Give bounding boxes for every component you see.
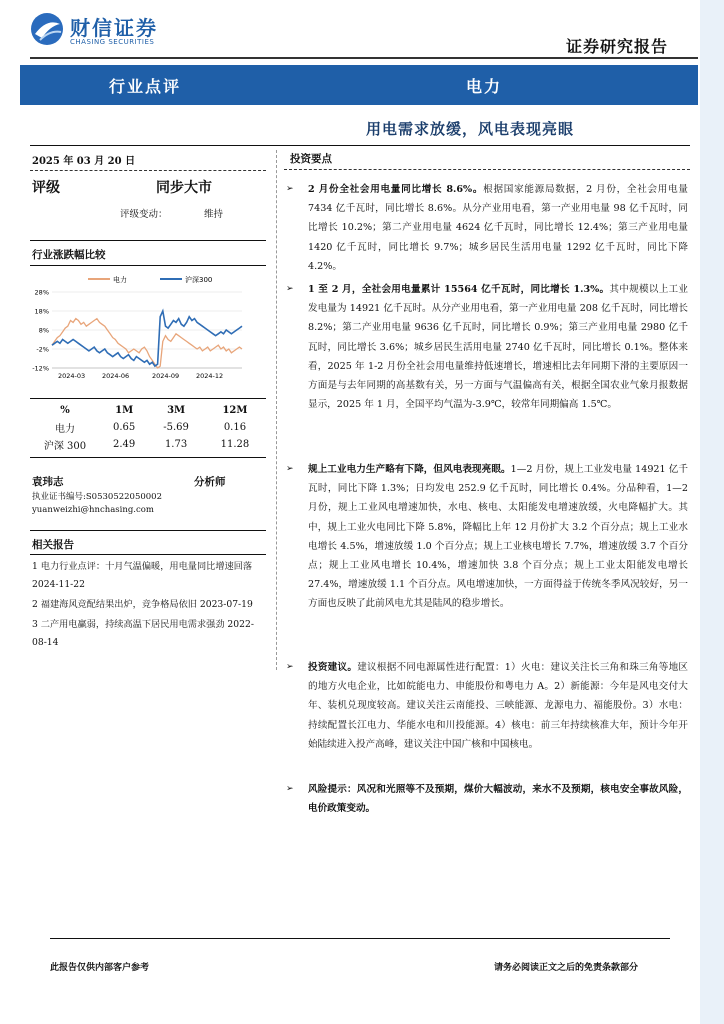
table-cell: 11.28: [220, 439, 250, 450]
chart-y-tick-label: -2%: [36, 345, 49, 354]
related-report-item[interactable]: 1 电力行业点评：十月气温偏暖，用电量同比增速回落 2024-11-22: [32, 561, 253, 590]
table-bottom-rule: [30, 457, 266, 458]
key-point-body: 根据国家能源局数据，2 月份，全社会用电量 7434 亿千瓦时，同比增长 8.6%。从分产业用电看，第一产业用电量 98 亿千瓦时，同比增长 10.2%；第二产业用电量 4624 亿千瓦时，同比增长 12.4%；第三产业用电量 1420 亿千瓦时，同比增长 9.7%；城乡居民生活用电量 1292 亿千瓦时，同比下降 4.2%。: [308, 184, 688, 272]
table-top-rule: [30, 398, 266, 399]
table-header-cell: 1M: [115, 405, 134, 416]
table-header-cell: 12M: [222, 405, 248, 416]
analyst-name: 袁玮志: [32, 476, 64, 488]
table-cell: 1.73: [164, 439, 188, 450]
table-cell: 沪深 300: [43, 441, 87, 452]
bullet-arrow-icon: ➢: [286, 464, 294, 474]
analyst-cert: 执业证书编号:S0530522050002: [32, 492, 162, 502]
related-report-list: [32, 558, 264, 652]
chart-x-tick-label: 2024-03: [58, 372, 86, 380]
logo-icon: [30, 12, 64, 46]
key-point-body: 其中规模以上工业发电量为 14921 亿千瓦时。从分产业用电看，第一产业用电量 208 亿千瓦时，同比增长 8.2%；第二产业用电量 9636 亿千瓦时，同比增长 0.9%；第三产业用电量 2980 亿千瓦时，同比增长 3.6%；城乡居民生活用电量 2740 亿千瓦时，同比增长 0.1%。整体来看，2025 年 1-2 月份全社会用电量维持低速增长，增速相比去年同期下滑的主要原因一方面是与去年同期的高基数有关，另一方面与气温偏高有关，根据全国农业气象月报数据显示，2025 年 1 月，全国平均气温为-3.9℃，较常年同期偏高 1.5℃。: [308, 284, 688, 411]
analyst-role: 分析师: [194, 476, 226, 488]
decorative-side-stripe: [700, 0, 724, 1024]
chart-series-line-2: [52, 311, 242, 366]
key-point-heading: 风险提示：风况和光照等不及预期，煤价大幅波动，来水不及预期，核电安全事故风险，电价政策变动。: [308, 784, 688, 815]
chart-legend-label: 沪深300: [185, 276, 213, 284]
bullet-arrow-icon: ➢: [286, 284, 294, 294]
comparison-chart: [28, 270, 250, 388]
table-cell: 0.16: [223, 422, 247, 433]
table-row: [30, 436, 266, 453]
related-title-rule: [30, 554, 266, 555]
key-point-1: [286, 180, 688, 276]
section-title: 投资要点: [290, 153, 332, 165]
table-cell: 2.49: [113, 439, 136, 450]
related-title: 相关报告: [32, 539, 74, 551]
key-point-4: [286, 658, 689, 754]
chart-section-title-rule: [30, 265, 266, 266]
banner-category: 行业点评: [20, 65, 270, 105]
key-point-3: [286, 460, 688, 614]
chart-legend-label: 电力: [113, 276, 127, 284]
key-point-5: [286, 780, 688, 818]
bullet-arrow-icon: ➢: [286, 784, 294, 794]
bullet-arrow-icon: ➢: [286, 662, 294, 672]
title-rule: [30, 145, 690, 146]
bullet-arrow-icon: ➢: [286, 184, 294, 194]
chart-y-tick-label: -12%: [32, 364, 49, 373]
banner-sector: 电力: [270, 65, 698, 105]
table-header-row: [30, 402, 266, 419]
date-divider: [30, 170, 266, 171]
table-cell: -5.69: [163, 422, 189, 433]
table-cell: 0.65: [113, 422, 136, 433]
related-report-item[interactable]: 2 福建海风竞配结果出炉，竞争格局依旧 2023-07-19: [32, 599, 253, 610]
company-logo: [30, 12, 64, 46]
table-header-cell: %: [60, 405, 70, 416]
rating-value: 同步大市: [156, 180, 212, 196]
company-name-cn: 财信证券: [70, 16, 158, 40]
chart-section-top-rule: [30, 240, 266, 241]
section-title-divider: [284, 169, 690, 170]
table-row: [30, 419, 266, 436]
related-report-item[interactable]: 3 二产用电赢弱，持续高温下居民用电需求强劲 2022-08-14: [32, 619, 254, 648]
company-name-en: CHASING SECURITIES: [70, 38, 155, 46]
chart-x-tick-label: 2024-06: [102, 372, 130, 380]
related-top-rule: [30, 530, 266, 531]
rating-label: 评级: [32, 180, 60, 196]
analyst-email[interactable]: yuanweizhi@hnchasing.com: [32, 505, 154, 515]
performance-table: [30, 402, 266, 453]
footer-left: 此报告仅供内部客户参考: [50, 963, 150, 973]
chart-y-tick-label: 8%: [38, 326, 49, 335]
chart-y-tick-label: 28%: [34, 288, 49, 297]
table-cell: 电力: [55, 424, 75, 435]
header-rule: [30, 57, 698, 59]
footer-rule: [50, 938, 670, 939]
column-divider: [276, 150, 277, 670]
chart-x-tick-label: 2024-09: [152, 372, 180, 380]
report-title: 用电需求放缓，风电表现亮眼: [366, 120, 575, 138]
key-point-heading: 规上工业电力生产略有下降，但风电表现亮眼。: [308, 464, 511, 475]
chart-y-tick-label: 18%: [34, 307, 49, 316]
key-point-body: 建议根据不同电源属性进行配置：1）火电：建议关注长三角和珠三角等地区的地方火电企业，比如皖能电力、申能股份和粤电力 A。2）新能源：今年是风电交付大年、装机兑现度较高。建议关注云南能投、三峡能源、龙源电力、福能股份。3）水电：持续配置长江电力、华能水电和川投能源。4）核电：前三年持续核准大年，预计今年开始陆续进入投产高峰，建议关注中国广核和中国核电。: [308, 662, 689, 750]
table-header-cell: 3M: [167, 405, 186, 416]
footer-right: 请务必阅读正文之后的免责条款部分: [494, 963, 639, 973]
key-point-heading: 1 至 2 月，全社会用电量累计 15564 亿千瓦时，同比增长 1.3%。: [308, 284, 610, 295]
key-point-heading: 投资建议。: [308, 662, 358, 673]
rating-change-label: 评级变动：: [120, 209, 168, 220]
report-date: 2025 年 03 月 20 日: [32, 156, 136, 167]
key-point-2: [286, 280, 688, 414]
key-point-body: 1—2 月份，规上工业发电量 14921 亿千瓦时，同比下降 1.3%；日均发电 252.9 亿千瓦时，同比增长 0.4%。分品种看，1—2 月份，规上工业风电增速加快，水电、核电、太阳能发电增速放缓，火电降幅扩大。其中，规上工业火电同比下降 5.8%，降幅比上年 12 月份扩大 3.2 个百分点；规上工业水电增长 4.5%，增速放缓 1.0 个百分点；规上工业核电增长 7.7%，增速放缓 3.7 个百分点；规上工业风电增长 10.4%，增速加快 3.8 个百分点；规上工业太阳能发电增长 27.4%，增速放缓 1.1 个百分点。风电增速加快，一方面得益于传统冬季风况较好，另一方面也反映了此前风电尤其是陆风的稳步增长。: [308, 464, 688, 610]
chart-x-tick-label: 2024-12: [196, 372, 224, 380]
rating-change-value: 维持: [204, 209, 224, 220]
key-point-heading: 2 月份全社会用电量同比增长 8.6%。: [308, 184, 484, 195]
chart-section-title: 行业涨跌幅比较: [32, 249, 106, 261]
report-type: 证券研究报告: [566, 37, 669, 56]
